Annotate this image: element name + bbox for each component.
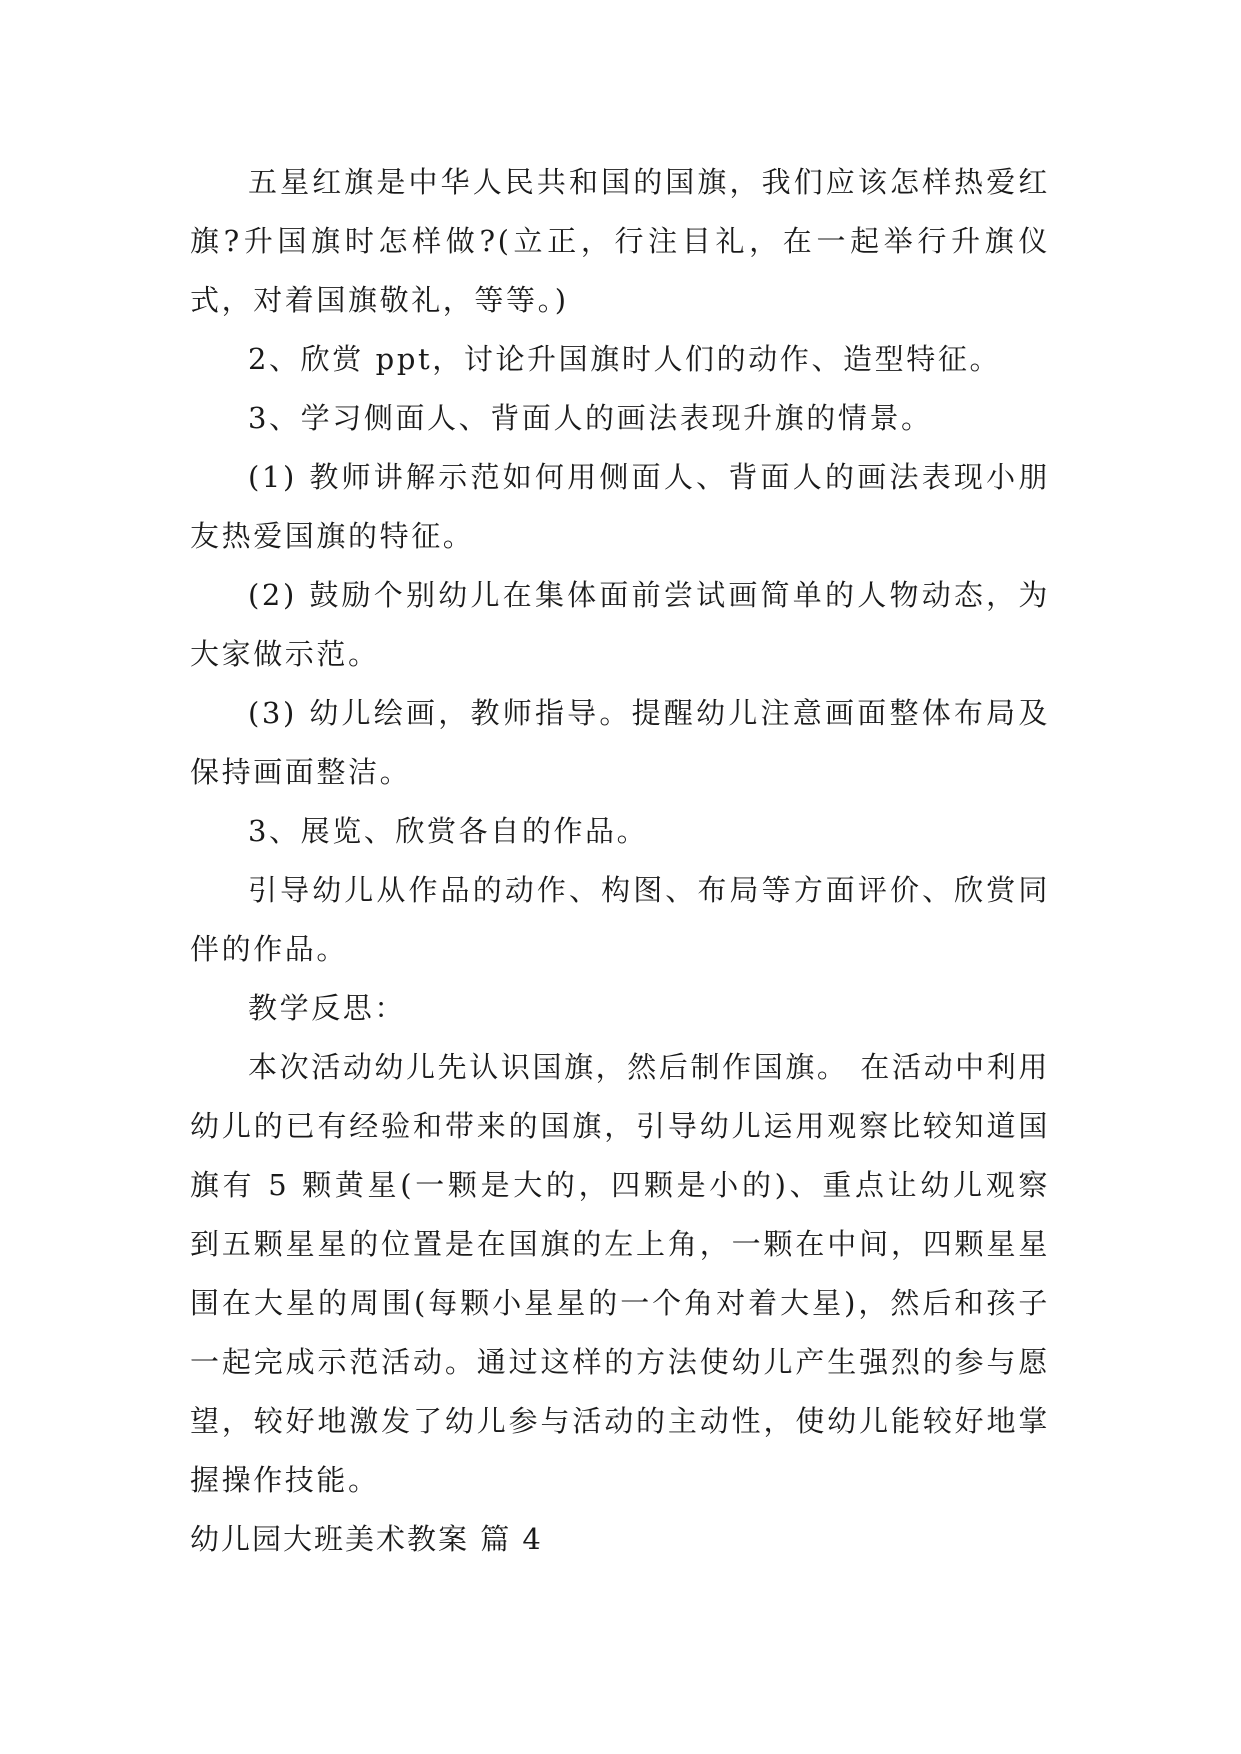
paragraph-flag-love: 五星红旗是中华人民共和国的国旗，我们应该怎样热爱红旗?升国旗时怎样做?(立正，行注目礼，在一起举行升旗仪式，对着国旗敬礼，等等。) [190,165,1050,317]
paragraph-step-3-drawing: 3、学习侧面人、背面人的画法表现升旗的情景。 [248,401,933,435]
paragraph-reflection-body: 本次活动幼儿先认识国旗，然后制作国旗。 在活动中利用幼儿的已有经验和带来的国旗，引导幼儿运用观察比较知道国旗有 5 颗黄星(一颗是大的，四颗是小的)、重点让幼儿观察到五颗星星的位置是在国旗的左上角，一颗在中间，四颗星星围在大星的周围(每颗小星星的一个角对着大星)，然后和孩子一起完成示范活动。通过这样的方法使幼儿产生强烈的参与愿望，较好地激发了幼儿参与活动的主动性，使幼儿能较好地掌握操作技能。 [190,1050,1050,1497]
paragraph-guide-evaluation: 引导幼儿从作品的动作、构图、布局等方面评价、欣赏同伴的作品。 [190,873,1050,966]
document-page [190,153,1050,1569]
paragraph-step-2-ppt: 2、欣赏 ppt，讨论升国旗时人们的动作、造型特征。 [248,342,1002,376]
paragraph-substep-3: (3) 幼儿绘画，教师指导。提醒幼儿注意画面整体布局及保持画面整洁。 [190,696,1050,789]
paragraph-reflection-label: 教学反思： [248,991,407,1025]
paragraph-substep-2: (2) 鼓励个别幼儿在集体面前尝试画简单的人物动态，为大家做示范。 [190,578,1050,671]
section-heading: 幼儿园大班美术教案 篇 4 [190,1522,543,1556]
paragraph-step-3-exhibit: 3、展览、欣赏各自的作品。 [248,814,649,848]
paragraph-substep-1: (1) 教师讲解示范如何用侧面人、背面人的画法表现小朋友热爱国旗的特征。 [190,460,1050,553]
